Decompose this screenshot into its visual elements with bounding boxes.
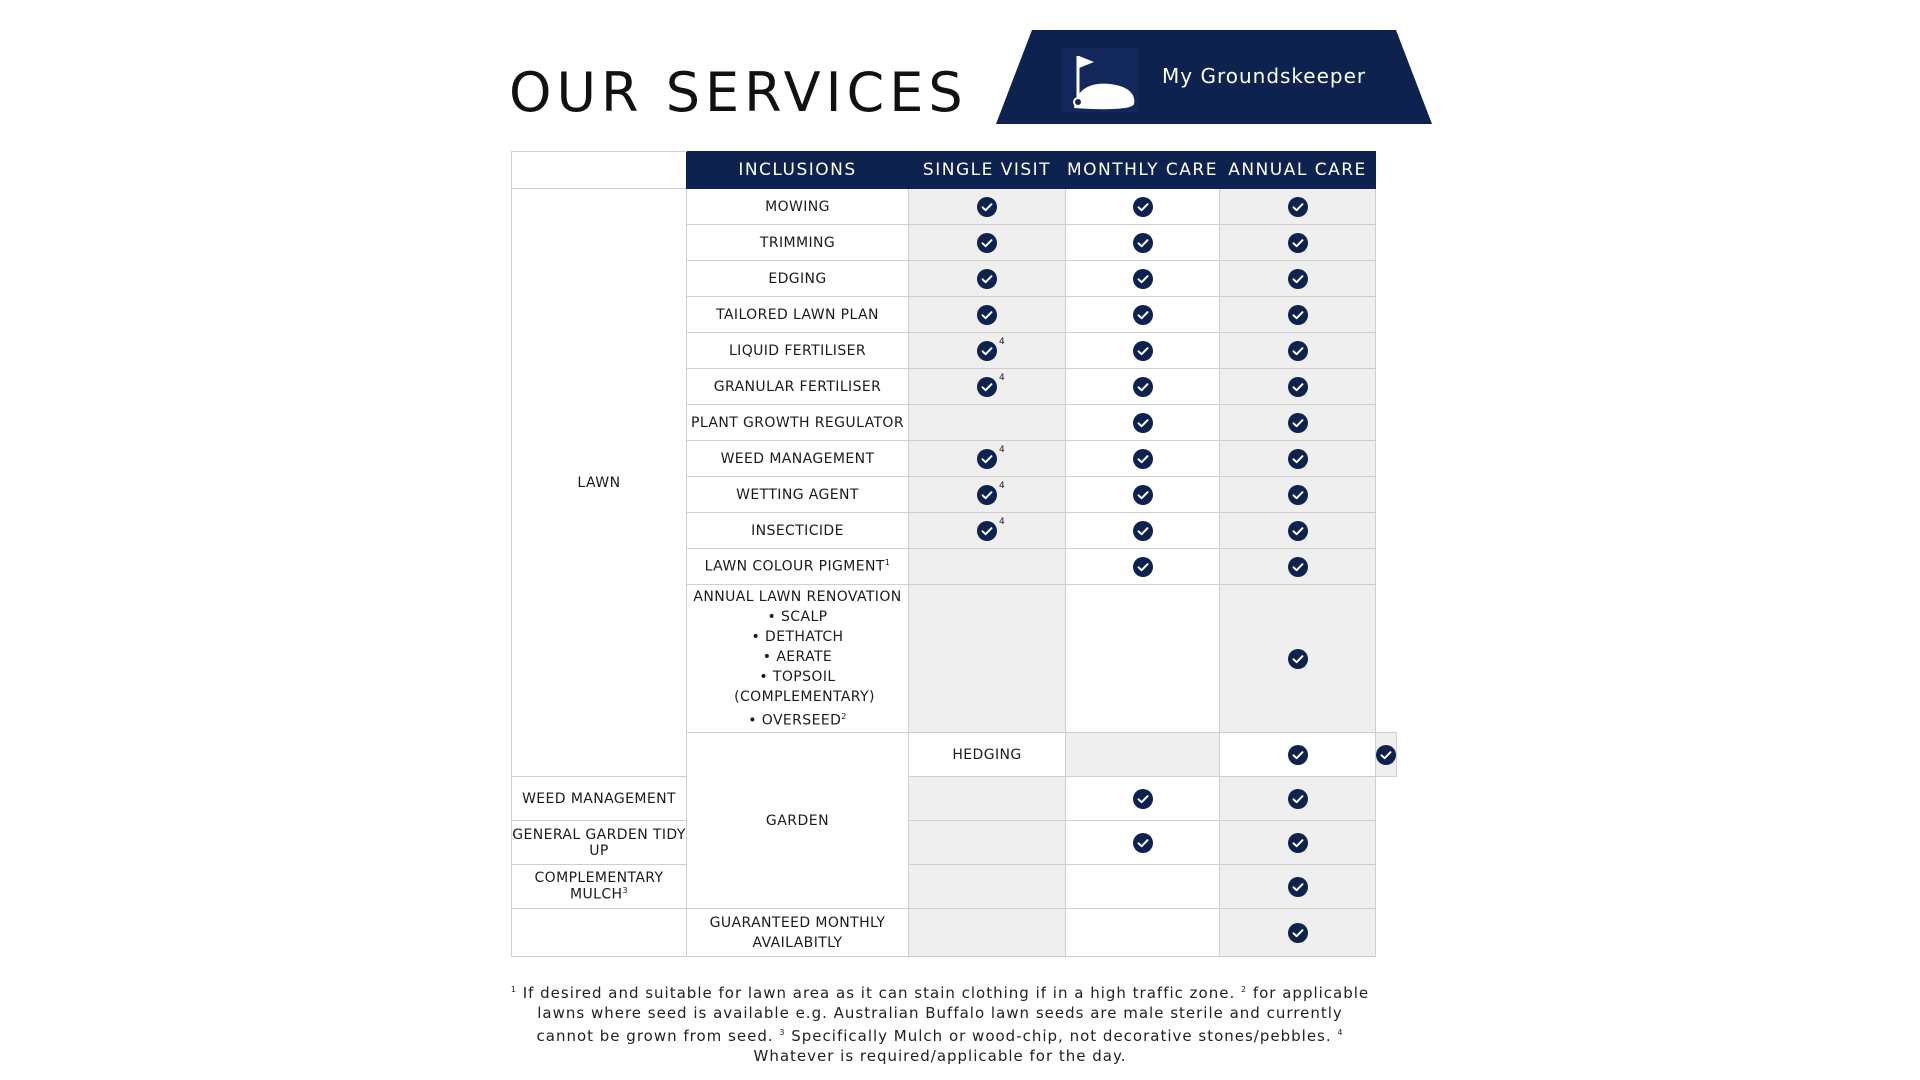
check-cell <box>1066 369 1220 405</box>
header-monthly-care: MONTHLY CARE <box>1066 152 1220 189</box>
empty-cell <box>909 909 1066 957</box>
check-cell <box>1066 821 1220 865</box>
check-icon <box>1288 925 1308 941</box>
check-cell <box>1220 513 1376 549</box>
page-title: OUR SERVICES <box>509 61 968 124</box>
footnote-text: for applicable lawns where seed is available e.g. Australian Buffalo lawn seeds are male sterile and currently cannot be grown from seed. <box>536 984 1370 1045</box>
inclusion-text: WEED MANAGEMENT <box>522 790 676 807</box>
check-icon <box>1133 487 1153 503</box>
header-annual-care: ANNUAL CARE <box>1220 152 1376 189</box>
renovation-item <box>687 647 908 667</box>
check-icon <box>1288 235 1308 251</box>
inclusion-label <box>687 225 909 261</box>
check-icon <box>1133 523 1153 539</box>
check-icon <box>977 235 997 251</box>
inclusion-text: PLANT GROWTH REGULATOR <box>691 414 904 431</box>
check-cell <box>1220 225 1376 261</box>
footnotes <box>510 980 1370 1066</box>
check-icon <box>1288 651 1308 667</box>
table-row <box>512 909 1397 957</box>
inclusion-text: INSECTICIDE <box>751 522 844 539</box>
inclusion-text: MOWING <box>765 198 830 215</box>
inclusion-label <box>687 441 909 477</box>
footnote-text: Whatever is required/applicable for the day. <box>753 1047 1127 1065</box>
table-row <box>512 821 1397 865</box>
inclusion-text: HEDGING <box>952 746 1022 763</box>
header-single-visit: SINGLE VISIT <box>909 152 1066 189</box>
empty-cell <box>1066 585 1220 733</box>
check-icon <box>1133 271 1153 287</box>
table-row <box>512 865 1397 909</box>
inclusion-label <box>687 909 909 957</box>
empty-cell <box>1066 733 1220 777</box>
bullet: • <box>762 648 777 665</box>
check-cell <box>1220 733 1376 777</box>
bullet: • <box>751 628 766 645</box>
check-icon <box>977 523 997 539</box>
inclusion-text: LIQUID FERTILISER <box>728 342 867 359</box>
check-icon <box>1288 199 1308 215</box>
bullet: • <box>759 668 773 685</box>
check-cell <box>909 477 1066 513</box>
check-icon <box>1288 747 1308 763</box>
check-icon <box>1288 523 1308 539</box>
inclusion-text: GUARANTEED MONTHLY AVAILABITLY <box>709 914 886 951</box>
check-icon <box>1133 451 1153 467</box>
check-icon <box>1288 307 1308 323</box>
check-icon <box>1133 791 1153 807</box>
check-icon <box>1288 791 1308 807</box>
check-cell <box>1066 189 1220 225</box>
renovation-item <box>687 627 908 647</box>
check-cell <box>909 513 1066 549</box>
inclusion-label <box>512 865 687 909</box>
empty-cell <box>909 777 1066 821</box>
renovation-item <box>687 667 908 707</box>
check-icon <box>1133 559 1153 575</box>
inclusion-label <box>687 549 909 585</box>
check-icon <box>977 451 997 467</box>
check-cell <box>1220 441 1376 477</box>
check-cell <box>1066 477 1220 513</box>
check-cell <box>909 297 1066 333</box>
check-cell <box>1066 513 1220 549</box>
check-cell <box>1220 909 1376 957</box>
inclusion-text: GRANULAR FERTILISER <box>713 378 882 395</box>
check-cell <box>1220 261 1376 297</box>
table-row <box>512 777 1397 821</box>
brand-banner <box>996 30 1432 124</box>
footnote-marker: 1 <box>510 985 517 994</box>
brand-name: My Groundskeeper <box>1162 64 1367 88</box>
renovation-item-text: SCALP <box>781 608 828 625</box>
check-cell <box>1220 297 1376 333</box>
category-lawn: LAWN <box>512 189 687 777</box>
category-blank <box>512 909 687 957</box>
check-icon <box>1133 235 1153 251</box>
check-icon <box>1288 271 1308 287</box>
renovation-item-text: DETHATCH <box>765 628 844 645</box>
renovation-title: ANNUAL LAWN RENOVATION <box>693 588 902 605</box>
check-icon <box>1133 343 1153 359</box>
check-cell <box>909 333 1066 369</box>
check-icon <box>1288 379 1308 395</box>
footnote-marker: 4 <box>999 481 1005 491</box>
inclusion-text: COMPLEMENTARY MULCH <box>534 870 664 903</box>
check-cell <box>1066 297 1220 333</box>
check-cell <box>1066 225 1220 261</box>
check-cell <box>1066 777 1220 821</box>
inclusion-label <box>687 477 909 513</box>
check-cell <box>1220 369 1376 405</box>
bullet: • <box>748 712 762 729</box>
check-icon <box>1133 835 1153 851</box>
check-cell <box>1220 189 1376 225</box>
check-cell <box>909 189 1066 225</box>
inclusion-label <box>687 261 909 297</box>
check-cell <box>1066 333 1220 369</box>
table-header-row <box>512 152 1397 189</box>
renovation-item <box>687 707 908 731</box>
inclusion-text: GENERAL GARDEN TIDY UP <box>512 826 686 859</box>
header-blank <box>512 152 687 189</box>
check-icon <box>1288 879 1308 895</box>
footnote-marker: 4 <box>999 517 1005 527</box>
inclusion-label <box>512 821 687 865</box>
check-cell <box>1220 821 1376 865</box>
check-icon <box>1288 559 1308 575</box>
check-cell <box>1220 865 1376 909</box>
check-icon <box>977 487 997 503</box>
check-icon <box>1288 343 1308 359</box>
check-icon <box>977 343 997 359</box>
check-cell <box>1066 441 1220 477</box>
renovation-item-text: OVERSEED <box>761 712 842 729</box>
check-icon <box>1133 379 1153 395</box>
check-icon <box>1288 487 1308 503</box>
check-cell <box>1220 549 1376 585</box>
table-body <box>512 189 1397 957</box>
footnote-marker: 1 <box>884 558 891 568</box>
category-garden: GARDEN <box>687 733 909 909</box>
check-icon <box>977 307 997 323</box>
inclusion-text: WEED MANAGEMENT <box>720 450 875 467</box>
check-cell <box>1066 261 1220 297</box>
check-icon <box>1288 835 1308 851</box>
check-cell <box>909 225 1066 261</box>
bullet: • <box>767 608 782 625</box>
empty-cell <box>909 821 1066 865</box>
check-icon <box>1288 415 1308 431</box>
footnote-marker: 2 <box>1240 985 1248 994</box>
footnote-marker: 3 <box>622 886 628 896</box>
inclusion-text: LAWN COLOUR PIGMENT <box>704 558 885 575</box>
check-cell <box>1220 477 1376 513</box>
check-cell <box>909 261 1066 297</box>
renovation-item-text: AERATE <box>776 648 833 665</box>
inclusion-text: TAILORED LAWN PLAN <box>716 306 879 323</box>
footnote-text: Specifically Mulch or wood-chip, not decorative stones/pebbles. <box>785 1027 1338 1045</box>
check-cell <box>1376 733 1397 777</box>
inclusion-label <box>687 297 909 333</box>
inclusion-label <box>909 733 1066 777</box>
inclusion-label <box>687 189 909 225</box>
footnote-marker: 2 <box>841 711 847 721</box>
inclusion-label <box>512 777 687 821</box>
check-icon <box>1133 199 1153 215</box>
empty-cell <box>1066 865 1220 909</box>
inclusion-text: TRIMMING <box>759 234 836 251</box>
renovation-list <box>687 585 909 733</box>
footnote-marker: 4 <box>999 445 1005 455</box>
empty-cell <box>909 405 1066 441</box>
inclusion-text: WETTING AGENT <box>736 486 859 503</box>
check-cell <box>1220 405 1376 441</box>
header-inclusions: INCLUSIONS <box>687 152 909 189</box>
inclusion-label <box>687 405 909 441</box>
empty-cell <box>1066 909 1220 957</box>
footnote-marker: 3 <box>779 1028 786 1037</box>
check-icon <box>977 199 997 215</box>
footnote-marker: 4 <box>999 337 1005 347</box>
empty-cell <box>909 585 1066 733</box>
check-cell <box>909 441 1066 477</box>
check-icon <box>1133 415 1153 431</box>
golf-flag-icon <box>1062 48 1138 112</box>
inclusion-label <box>687 513 909 549</box>
check-cell <box>1220 585 1376 733</box>
check-icon <box>977 379 997 395</box>
renovation-item <box>687 607 908 627</box>
empty-cell <box>909 549 1066 585</box>
footnote-marker: 4 <box>1337 1028 1344 1037</box>
table-row <box>512 189 1397 225</box>
empty-cell <box>909 865 1066 909</box>
check-icon <box>1376 747 1396 763</box>
renovation-item-text: TOPSOIL (COMPLEMENTARY) <box>734 668 875 705</box>
check-icon <box>1288 451 1308 467</box>
footnote-text: If desired and suitable for lawn area as it can stain clothing if in a high traffic zone. <box>516 984 1241 1002</box>
footnote-marker: 4 <box>999 373 1005 383</box>
check-cell <box>1066 405 1220 441</box>
check-icon <box>977 271 997 287</box>
inclusion-text: EDGING <box>768 270 827 287</box>
services-table <box>511 151 1397 957</box>
check-cell <box>1220 333 1376 369</box>
check-icon <box>1133 307 1153 323</box>
inclusion-label <box>687 333 909 369</box>
check-cell <box>1220 777 1376 821</box>
check-cell <box>1066 549 1220 585</box>
inclusion-label <box>687 369 909 405</box>
check-cell <box>909 369 1066 405</box>
